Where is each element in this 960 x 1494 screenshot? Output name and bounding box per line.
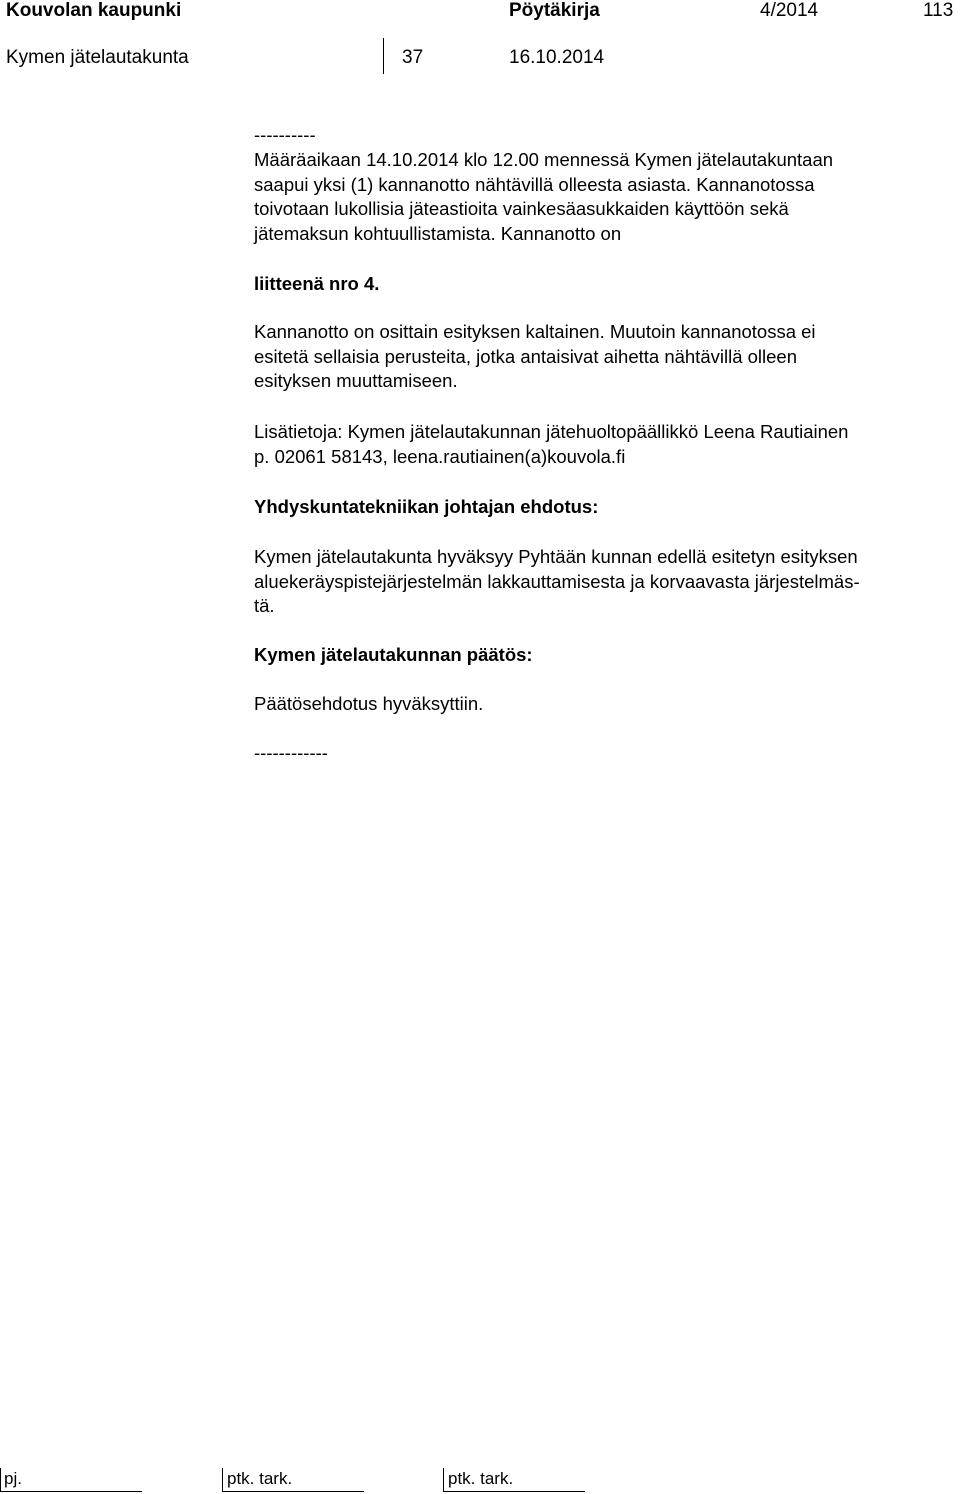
section-number: 37 xyxy=(402,47,424,68)
footer-checker2-label: ptk. tark. xyxy=(448,1469,514,1488)
committee-name: Kymen jätelautakunta xyxy=(6,47,189,68)
paragraph-line: Määräaikaan 14.10.2014 klo 12.00 mennessä Kymen jätelautakuntaan xyxy=(254,149,834,170)
paragraph-line: Kannanotto on osittain esityksen kaltainen. Muutoin kannanotossa ei xyxy=(254,321,816,342)
paragraph-assessment xyxy=(254,320,816,394)
paragraph-line: p. 02061 58143, leena.rautiainen(a)kouvola.fi xyxy=(254,445,626,467)
document-type: Pöytäkirja xyxy=(509,0,600,21)
paragraph-contact xyxy=(254,420,848,469)
paragraph-line: Kymen jätelautakunta hyväksyy Pyhtään kunnan edellä esitetyn esityksen xyxy=(254,546,858,567)
section-divider xyxy=(383,38,384,74)
decision-heading: Kymen jätelautakunnan päätös: xyxy=(254,644,533,665)
decision-text: Päätösehdotus hyväksyttiin. xyxy=(254,693,484,714)
footer-line-checker2 xyxy=(443,1491,585,1492)
attachment-note: liitteenä nro 4. xyxy=(254,273,380,294)
paragraph-line: esityksen muuttamiseen. xyxy=(254,370,458,391)
organization-name: Kouvolan kaupunki xyxy=(6,0,182,21)
meeting-date: 16.10.2014 xyxy=(509,47,605,68)
paragraph-line: Lisätietoja: Kymen jätelautakunnan jätehuoltopäällikkö Leena Rautiainen xyxy=(254,421,849,442)
footer-line-chair xyxy=(0,1491,142,1492)
footer-tick-chair xyxy=(0,1468,1,1492)
separator-bottom: ------------ xyxy=(254,742,328,763)
paragraph-line: saapui yksi (1) kannanotto nähtävillä olleesta asiasta. Kannanotossa xyxy=(254,173,815,195)
separator-top: ---------- xyxy=(254,124,316,145)
paragraph-line: aluekeräyspistejärjestelmän lakkauttamisesta ja korvaavasta järjestelmäs- xyxy=(254,570,860,592)
proposal-heading: Yhdyskuntatekniikan johtajan ehdotus: xyxy=(254,496,599,517)
proposal-text xyxy=(254,545,860,619)
paragraph-deadline xyxy=(254,148,833,246)
paragraph-line: tä. xyxy=(254,595,275,616)
footer-tick-checker2 xyxy=(443,1468,444,1492)
paragraph-line: toivotaan lukollisia jäteastioita vainkesäasukkaiden käyttöön sekä xyxy=(254,198,789,219)
paragraph-line: esitetä sellaisia perusteita, jotka antaisivat aihetta nähtävillä olleen xyxy=(254,345,797,367)
page-number: 113 xyxy=(923,0,954,21)
footer-tick-checker1 xyxy=(222,1468,223,1492)
document-number: 4/2014 xyxy=(760,0,819,21)
paragraph-line: jätemaksun kohtuullistamista. Kannanotto on xyxy=(254,222,622,244)
footer-chair-label: pj. xyxy=(4,1469,22,1488)
footer-checker1-label: ptk. tark. xyxy=(227,1469,293,1488)
footer-line-checker1 xyxy=(222,1491,364,1492)
